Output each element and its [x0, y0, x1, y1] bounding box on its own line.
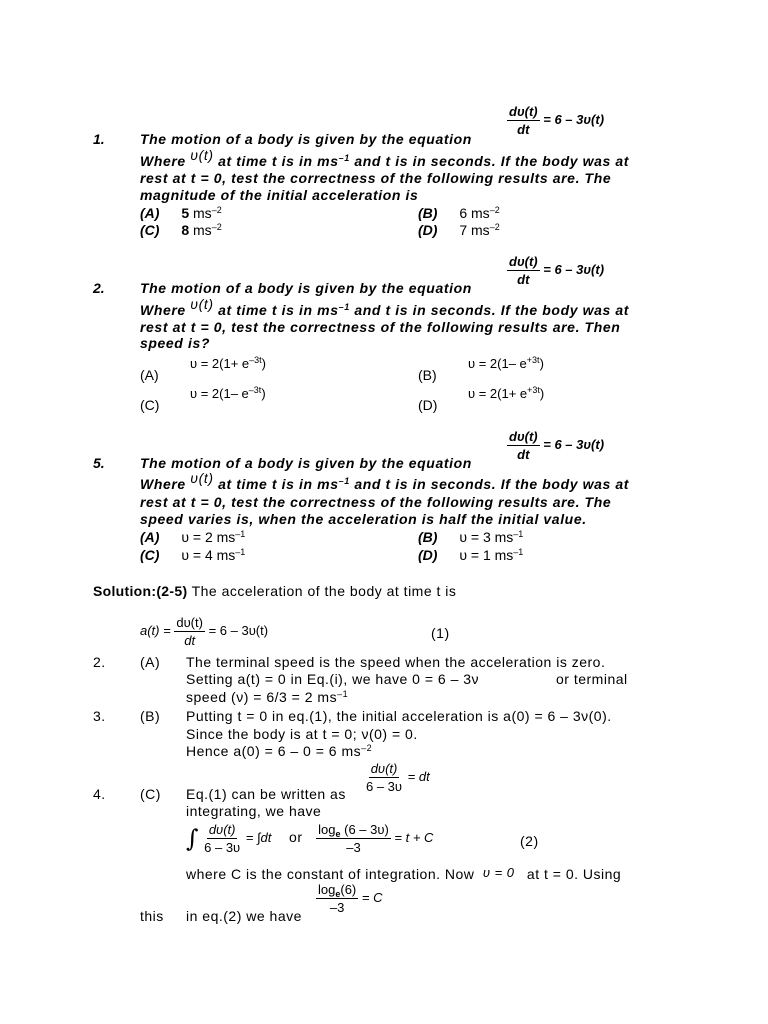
step-4-eq: $\frac{d\upsilon(t)}{6 - 3\upsilon}$ = dt [366, 761, 430, 794]
q2-option-d-expr: $\upsilon = 2(1+ e^{+3t})$ [468, 385, 545, 401]
q1-line2: Where υ(t) at time t is in $ms^{-1}$ and t is in seconds. If the body was at [140, 147, 629, 169]
step-2-line3: speed (ν) = 6/3 = 2 $ms^{-1}$ [186, 689, 349, 705]
step-3-line1: Putting t = 0 in eq.(1), the initial acceleration is a(0) = 6 – 3ν(0). [186, 708, 612, 724]
step-2-line2-extra: or terminal [556, 671, 628, 687]
step-4-number: 4. [93, 786, 106, 802]
q5-line3: rest at t = 0, test the correctness of the following results are. The [140, 494, 612, 510]
q2-line2: Where υ(t) at time t is in $ms^{-1}$ and t is in seconds. If the body was at [140, 296, 629, 318]
q2-option-b-expr: υ = 2(1– $e^{+3t}$) [468, 355, 544, 371]
step-3-line3: Hence a(0) = 6 – 0 = 6 $ms^{-2}$ [186, 743, 373, 759]
step-4-tag: (2) [520, 833, 539, 849]
step-2-option: (A) [140, 654, 161, 670]
q1-where-var: υ(t) [190, 147, 214, 163]
q2-option-a-expr: $\upsilon = 2(1+ e^{-3t})$ [190, 355, 267, 371]
q1-option-b: (B) 6 $ms^{-2}$ [418, 205, 500, 221]
q5-line4: speed varies is, when the acceleration is half the initial value. [140, 511, 587, 527]
step-3-number: 3. [93, 708, 106, 724]
q1-line4: magnitude of the initial acceleration is [140, 187, 419, 203]
q5-option-a: (A) υ = 2 $ms^{-1}$ [140, 529, 246, 545]
q2-option-b-label: (B) [418, 367, 437, 383]
q1-equation [507, 104, 604, 137]
solution-heading: Solution:(2-5) [93, 583, 188, 599]
q1-option-d: (D) 7 $ms^{-2}$ [418, 222, 500, 238]
step-4-option: (C) [140, 786, 161, 802]
q2-number: 2. [93, 280, 105, 296]
q5-option-c: (C) υ = 4 $ms^{-1}$ [140, 547, 246, 563]
q2-stem: The motion of a body is given by the equation [140, 280, 472, 296]
q1-line3: rest at t = 0, test the correctness of the following results are. The [140, 170, 612, 186]
q5-number: 5. [93, 455, 105, 471]
step-4-constant-eq: $\frac{\log_e(6)}{-3}$ = C [318, 882, 383, 915]
integral-icon: ∫ [186, 824, 199, 853]
step-2-line1: The terminal speed is the speed when the acceleration is zero. [186, 654, 606, 670]
q5-option-d: (D) υ = 1 $ms^{-1}$ [418, 547, 524, 563]
q5-stem: The motion of a body is given by the equation [140, 455, 472, 471]
q1-eq-rhs: = 6 – 3υ(t) [543, 111, 605, 127]
solution-eq1-tag: (1) [431, 625, 450, 641]
step-4-line4-a: this [140, 908, 164, 924]
step-4-line1: Eq.(1) can be written as [186, 786, 346, 802]
step-3-option: (B) [140, 708, 161, 724]
q2-line3: rest at t = 0, test the correctness of the following results are. Then [140, 319, 621, 335]
q1-stem: The motion of a body is given by the equation [140, 131, 472, 147]
q2-line4: speed is? [140, 335, 210, 351]
step-4-integral-eq: ∫ $\frac{d\upsilon(t)}{6 - 3\upsilon}$ = ∫dt or $\frac{\log_e (6 - 3\upsilon)}{-3}$ = t + C [186, 822, 434, 855]
step-4-line2: integrating, we have [186, 803, 322, 819]
q5-line2: Where υ(t) at time t is in $ms^{-1}$ and t is in seconds. If the body was at [140, 470, 629, 492]
q2-equation: $\frac{d\upsilon(t)}{dt}$ = 6 – 3υ(t) [509, 254, 605, 287]
q5-option-b: (B) υ = 3 $ms^{-1}$ [418, 529, 524, 545]
q5-equation: $\frac{d\upsilon(t)}{dt}$ = 6 – 3υ(t) [509, 429, 605, 462]
q1-eq-numerator: dυ(t) [509, 104, 538, 119]
q1-eq-denominator: dt [517, 122, 530, 137]
q1-option-a: (A) 5 $ms^{-2}$ [140, 205, 222, 221]
step-3-line2: Since the body is at t = 0; ν(0) = 0. [186, 726, 418, 742]
step-2-number: 2. [93, 654, 106, 670]
q2-option-d-label: (D) [418, 397, 438, 413]
solution-eq1: a(t) = $\frac{d\upsilon(t)}{dt}$ = 6 – 3υ(t) [140, 615, 269, 648]
step-2-line2: Setting a(t) = 0 in Eq.(i), we have 0 = 6 – 3ν [186, 671, 480, 687]
step-4-line3: where C is the constant of integration. Now υ = 0 at t = 0. Using [186, 865, 622, 882]
step-4-line4-b: in eq.(2) we have [186, 908, 302, 924]
solution-heading-line [93, 583, 456, 599]
q1-option-c: (C) 8 $ms^{-2}$ [140, 222, 222, 238]
solution-intro: The acceleration of the body at time t is [191, 583, 457, 599]
q2-option-c-label: (C) [140, 397, 160, 413]
q2-option-a-label: (A) [140, 367, 159, 383]
q2-option-c-expr: υ = 2(1– $e^{-3t}$) [190, 385, 266, 401]
q1-number: 1. [93, 131, 105, 147]
